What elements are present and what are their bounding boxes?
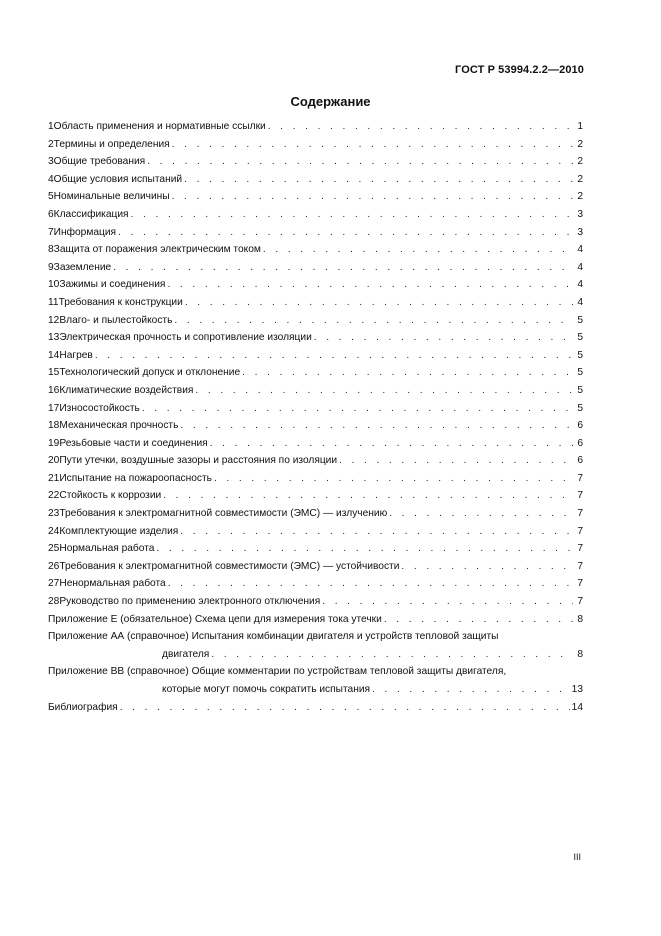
toc-entry-19[interactable]	[48, 435, 583, 453]
toc-page: 4	[577, 261, 583, 273]
leader-dots	[172, 188, 573, 206]
toc-text: Область применения и нормативные ссылки	[53, 121, 266, 132]
toc-number: 24	[48, 525, 60, 537]
toc-page: 7	[577, 596, 583, 608]
toc-page: 7	[577, 490, 583, 502]
toc-page: 2	[577, 173, 583, 185]
toc-entry-8[interactable]	[48, 241, 583, 259]
toc-text: Зажимы и соединения	[59, 279, 166, 291]
toc-text: Приложение ВВ (справочное) Общие комментарии по устройствам тепловой защиты двигателя,	[48, 666, 507, 678]
toc-text: двигателя	[162, 648, 210, 660]
toc-entry-16[interactable]	[48, 382, 583, 400]
leader-dots	[214, 470, 573, 488]
standard-designation: ГОСТ Р 53994.2.2—2010	[455, 64, 584, 76]
leader-dots	[168, 575, 573, 593]
toc-page: 7	[577, 472, 583, 484]
toc-entry-7[interactable]	[48, 224, 583, 242]
leader-dots	[322, 593, 573, 611]
toc-entry-26[interactable]	[48, 558, 583, 576]
toc-appendix-e[interactable]	[48, 611, 583, 629]
toc-text: Нагрев	[59, 349, 93, 361]
toc-entry-9[interactable]	[48, 259, 583, 277]
toc-entry-18[interactable]	[48, 417, 583, 435]
toc-number: 3	[48, 156, 54, 168]
toc-entry-11[interactable]	[48, 294, 583, 312]
toc-text: Резьбовые части и соединения	[59, 437, 208, 449]
toc-page: 6	[577, 455, 583, 467]
toc-entry-25[interactable]	[48, 540, 583, 558]
toc-text: Механическая прочность	[59, 420, 179, 432]
leader-dots	[113, 259, 573, 277]
toc-page: 6	[577, 420, 583, 432]
toc-text: Испытание на пожароопасность	[59, 472, 212, 484]
toc-text: Влаго- и пылестойкость	[59, 314, 173, 326]
leader-dots	[142, 400, 573, 418]
leader-dots	[131, 206, 573, 224]
toc-entry-21[interactable]	[48, 470, 583, 488]
leader-dots	[263, 241, 573, 259]
toc-entry-17[interactable]	[48, 400, 583, 418]
toc-text: которые могут помочь сократить испытания	[162, 684, 371, 695]
page-number: III	[573, 852, 581, 862]
toc-entry-12[interactable]	[48, 312, 583, 330]
toc-number: 25	[48, 543, 60, 555]
toc-page: 2	[577, 138, 583, 150]
toc-page: 14	[571, 701, 583, 713]
leader-dots	[118, 224, 573, 242]
toc-number: 11	[48, 296, 59, 308]
leader-dots	[172, 136, 573, 154]
toc-appendix-bb-line2[interactable]	[48, 681, 583, 699]
toc-page: 3	[577, 226, 583, 238]
toc-entry-14[interactable]	[48, 347, 583, 365]
leader-dots	[180, 417, 573, 435]
toc-number: 26	[48, 560, 60, 572]
leader-dots	[147, 153, 573, 171]
toc-number: 4	[48, 173, 54, 185]
toc-page: 2	[577, 156, 583, 168]
toc-entry-27[interactable]	[48, 575, 583, 593]
toc-page: 7	[577, 578, 583, 590]
toc-page: 13	[571, 684, 583, 695]
toc-text: Общие требования	[53, 156, 146, 168]
toc-number: 6	[48, 208, 54, 220]
toc-entry-13[interactable]	[48, 329, 583, 347]
toc-page: 7	[577, 508, 583, 520]
leader-dots	[180, 523, 573, 541]
toc-number: 8	[48, 244, 54, 256]
toc-text: Защита от поражения электрическим током	[53, 244, 261, 256]
leader-dots	[389, 505, 573, 523]
leader-dots	[195, 382, 573, 400]
toc-number: 22	[48, 490, 60, 502]
toc-number: 15	[48, 367, 60, 379]
toc-entry-28[interactable]	[48, 593, 583, 611]
toc-number: 9	[48, 261, 54, 273]
table-of-contents	[48, 118, 583, 716]
toc-entry-3[interactable]	[48, 153, 583, 171]
toc-number: 13	[48, 332, 60, 344]
toc-entry-5[interactable]	[48, 188, 583, 206]
leader-dots	[163, 487, 573, 505]
toc-entry-22[interactable]	[48, 487, 583, 505]
toc-entry-6[interactable]	[48, 206, 583, 224]
toc-text: Нормальная работа	[59, 543, 155, 555]
toc-bibliography[interactable]	[48, 699, 583, 717]
leader-dots	[184, 171, 573, 189]
toc-entry-20[interactable]	[48, 452, 583, 470]
toc-text: Руководство по применению электронного отключения	[59, 596, 321, 608]
toc-page: 5	[577, 384, 583, 396]
toc-page: 4	[577, 279, 583, 291]
toc-number: 16	[48, 384, 60, 396]
toc-page: 5	[577, 349, 583, 361]
toc-number: 21	[48, 472, 60, 484]
toc-text: Технологический допуск и отклонение	[59, 367, 241, 379]
toc-page: 5	[577, 314, 583, 326]
toc-text: Общие условия испытаний	[53, 173, 183, 185]
toc-number: 5	[48, 191, 54, 203]
toc-entry-24[interactable]	[48, 523, 583, 541]
toc-page: 2	[577, 191, 583, 203]
toc-text: Комплектующие изделия	[59, 525, 179, 537]
leader-dots	[242, 364, 573, 382]
leader-dots	[120, 699, 570, 717]
toc-page: 4	[577, 244, 583, 256]
toc-text: Пути утечки, воздушные зазоры и расстояния по изоляции	[59, 455, 338, 467]
leader-dots	[211, 646, 573, 664]
leader-dots	[156, 540, 573, 558]
toc-number: 19	[48, 437, 60, 449]
toc-appendix-aa-line1[interactable]	[48, 628, 583, 646]
toc-entry-23[interactable]	[48, 505, 583, 523]
leader-dots	[339, 452, 573, 470]
toc-text: Библиография	[48, 701, 118, 713]
toc-number: 18	[48, 420, 60, 432]
toc-text: Номинальные величины	[53, 191, 170, 203]
toc-text: Классификация	[53, 208, 129, 220]
toc-text: Требования к электромагнитной совместимости (ЭМС) — излучению	[59, 508, 388, 520]
leader-dots	[185, 294, 573, 312]
leader-dots	[314, 329, 573, 347]
toc-page: 3	[577, 208, 583, 220]
toc-text: Электрическая прочность и сопротивление изоляции	[59, 332, 312, 344]
toc-number: 7	[48, 226, 54, 238]
toc-page: 4	[577, 296, 583, 308]
toc-text: Приложение Е (обязательное) Схема цепи для измерения тока утечки	[48, 613, 382, 625]
toc-entry-4[interactable]	[48, 171, 583, 189]
toc-number: 27	[48, 578, 60, 590]
toc-text: Требования к электромагнитной совместимости (ЭМС) — устойчивости	[59, 560, 400, 572]
toc-text: Ненормальная работа	[59, 578, 166, 590]
toc-text: Требования к конструкции	[58, 296, 183, 308]
toc-text: Приложение АА (справочное) Испытания комбинации двигателя и устройств тепловой защиты	[48, 631, 499, 643]
toc-text: Стойкость к коррозии	[59, 490, 162, 502]
toc-number: 2	[48, 138, 54, 150]
toc-text: Заземление	[53, 261, 112, 273]
toc-page: 7	[577, 525, 583, 537]
leader-dots	[384, 611, 573, 629]
toc-number: 10	[48, 279, 60, 291]
toc-page: 5	[577, 332, 583, 344]
toc-number: 28	[48, 596, 60, 608]
toc-entry-10[interactable]	[48, 276, 583, 294]
page-title: Содержание	[290, 94, 371, 109]
toc-number: 23	[48, 508, 60, 520]
toc-page: 8	[577, 648, 583, 660]
leader-dots	[401, 558, 573, 576]
toc-page: 7	[577, 560, 583, 572]
toc-text: Климатические воздействия	[59, 384, 194, 396]
toc-page: 7	[577, 543, 583, 555]
toc-entry-1[interactable]	[48, 118, 583, 136]
toc-page: 8	[577, 613, 583, 625]
toc-appendix-bb-line1[interactable]	[48, 663, 583, 681]
toc-text: Информация	[53, 226, 117, 238]
leader-dots	[95, 347, 573, 365]
toc-number: 20	[48, 455, 60, 467]
leader-dots	[268, 118, 573, 136]
toc-page: 6	[577, 437, 583, 449]
leader-dots	[210, 435, 573, 453]
toc-number: 1	[48, 121, 54, 132]
toc-appendix-aa-line2[interactable]	[48, 646, 583, 664]
toc-text: Износостойкость	[59, 402, 140, 414]
toc-number: 12	[48, 314, 60, 326]
toc-entry-2[interactable]	[48, 136, 583, 154]
leader-dots	[372, 681, 570, 699]
toc-page: 5	[577, 367, 583, 379]
leader-dots	[174, 312, 573, 330]
toc-number: 17	[48, 402, 60, 414]
toc-text: Термины и определения	[53, 138, 170, 150]
toc-number: 14	[48, 349, 60, 361]
leader-dots	[167, 276, 573, 294]
toc-page: 5	[577, 402, 583, 414]
toc-page: 1	[577, 121, 583, 132]
toc-entry-15[interactable]	[48, 364, 583, 382]
